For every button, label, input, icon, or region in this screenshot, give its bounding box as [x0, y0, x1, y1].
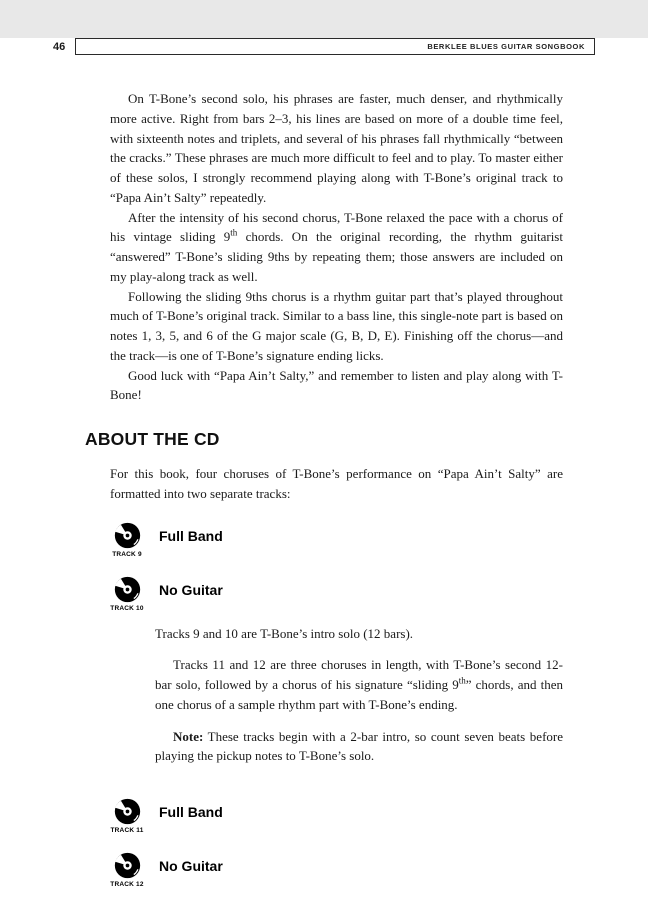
track-badge — [110, 522, 144, 558]
superscript-ordinal: th — [230, 227, 238, 238]
paragraph: Following the sliding 9ths chorus is a rhythm guitar part that’s played throughout much of T-Bone’s original track. Similar to a bass line, this single-note part is based on notes 1, 3, 5, and 6 of the G major scale (G, B, D, E). Finishing off the chorus—and the track—is one of T-Bone’s signature ending licks. — [110, 288, 563, 363]
paragraph: On T-Bone’s second solo, his phrases are faster, much denser, and rhythmically more active. Right from bars 2–3, his lines are based on more of a double time feel, with sixteenth notes and triplets, and several of his phrases fall rhythmically “between the cracks.” These phrases are much more difficult to feel and to play. To master either of these solos, I strongly recommend playing along with T-Bone’s original track to “Papa Ain’t Salty” repeatedly. — [110, 91, 563, 205]
track-title: Full Band — [159, 804, 223, 820]
paragraph-text: After the intensity of his second chorus, T-Bone relaxed the pace with a chorus of his vintage sliding 9 — [110, 209, 563, 245]
track-number-label: TRACK 12 — [110, 881, 144, 888]
paragraph — [155, 655, 563, 714]
cd-track-icon — [114, 852, 141, 879]
about-intro-block — [110, 464, 563, 504]
paragraph-text: These tracks begin with a 2-bar intro, so count seven beats before playing the pickup notes to T-Bone’s solo. — [155, 728, 563, 764]
cd-track-icon — [114, 522, 141, 549]
page-number: 46 — [53, 40, 66, 53]
paragraph — [110, 208, 563, 287]
track-badge — [110, 852, 144, 888]
track-title: No Guitar — [159, 858, 223, 874]
track-number-label: TRACK 11 — [110, 827, 144, 834]
section-heading: ABOUT THE CD — [85, 429, 220, 449]
track-badge — [110, 576, 144, 612]
track-number-label: TRACK 9 — [112, 550, 142, 558]
track-row — [110, 522, 563, 558]
cd-track-icon — [114, 576, 141, 603]
paragraph: Tracks 9 and 10 are T-Bone’s intro solo (12 bars). — [155, 625, 414, 641]
paragraph: Good luck with “Papa Ain’t Salty,” and remember to listen and play along with T-Bone! — [110, 367, 563, 403]
track-notes-block — [155, 624, 563, 767]
track-title: No Guitar — [159, 581, 223, 598]
page-header — [53, 38, 595, 55]
body-text-block — [110, 89, 563, 405]
track-title: Full Band — [159, 527, 223, 544]
page-content — [85, 55, 563, 888]
cd-track-icon — [114, 798, 141, 825]
track-number-label: TRACK 10 — [110, 604, 144, 612]
paragraph-text: ” chords, and then one chorus of a sample rhythm part with T-Bone’s ending. — [155, 677, 563, 712]
track-row — [110, 576, 563, 612]
track-row — [110, 798, 563, 834]
paragraph-text: chords. On the original recording, the rhythm guitarist “answered” T-Bone’s sliding 9ths by repeating them; those answers are included on my play-along track as well. — [110, 229, 563, 284]
paragraph: For this book, four choruses of T-Bone’s performance on “Papa Ain’t Salty” are formatted into two separate tracks: — [110, 466, 563, 501]
book-page — [0, 38, 648, 902]
paragraph — [155, 727, 563, 767]
paragraph-text: Tracks 11 and 12 are three choruses in length, with T-Bone’s second 12-bar solo, followed by a chorus of his signature “sliding 9 — [155, 657, 563, 692]
track-badge — [110, 798, 144, 834]
running-head: BERKLEE BLUES GUITAR SONGBOOK — [75, 38, 595, 55]
note-label: Note: — [173, 728, 204, 744]
track-row — [110, 852, 563, 888]
superscript-ordinal: th — [458, 675, 466, 686]
